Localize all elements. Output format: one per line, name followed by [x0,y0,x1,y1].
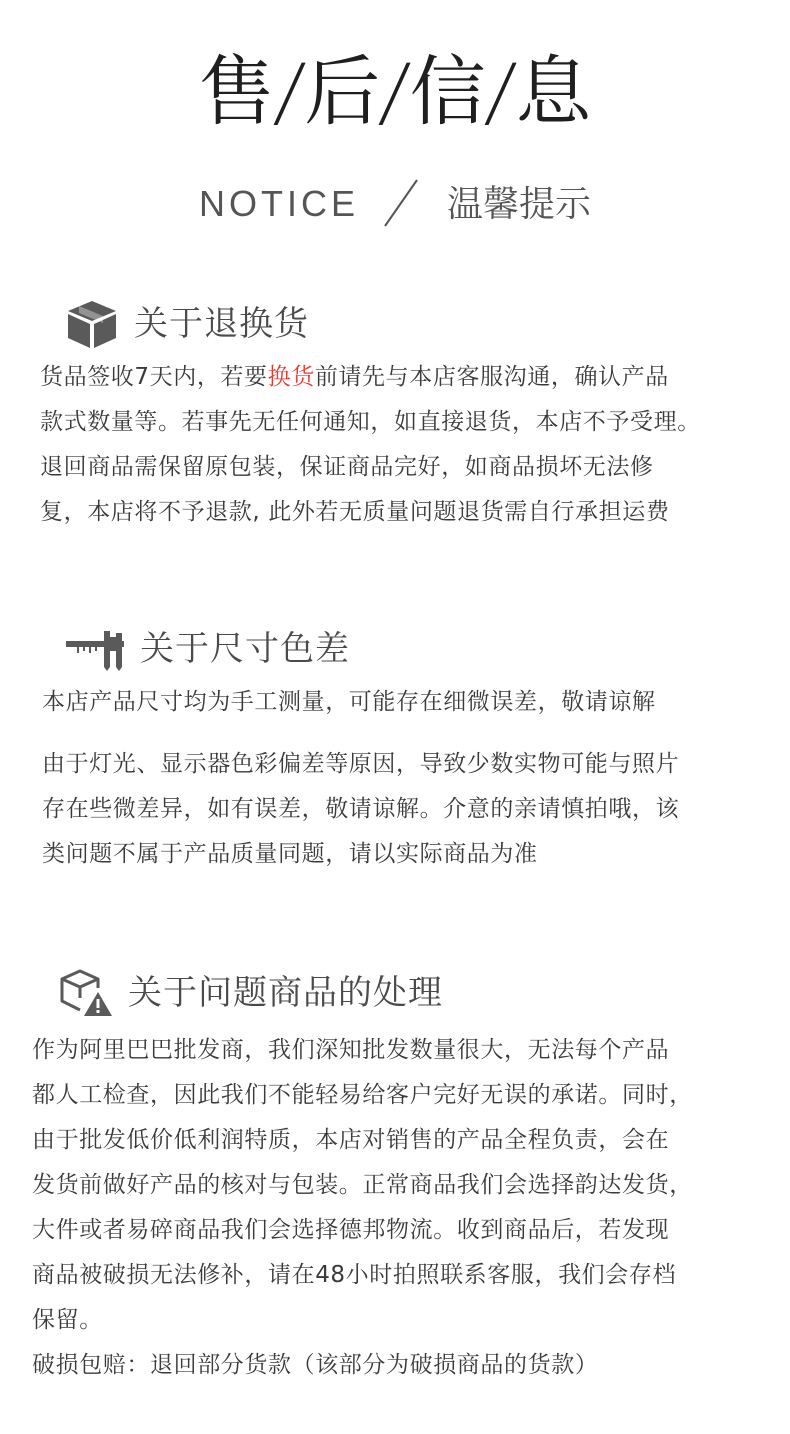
paragraph-line: 复，本店将不予退款, 此外若无质量问题退货需自行承担运费 [40,499,670,525]
paragraph-line: 由于灯光、显示器色彩偏差等原因，导致少数实物可能与照片 [42,751,680,777]
text-span: 前请先与本店客服沟通，确认产品 [314,364,669,390]
title-char: 信 [409,47,486,136]
paragraph-line: 保留。 [32,1307,103,1333]
section-heading-text: 关于尺寸色差 [140,629,350,669]
title-separator: / [270,47,309,136]
section-size-paragraph-1 [42,680,656,725]
section-returns-heading [64,298,309,350]
section-problem-paragraph [32,1028,693,1388]
notice-subtitle [0,178,790,231]
title-separator: / [481,47,520,136]
paragraph-line: 退回商品需保留原包装，保证商品完好，如商品损坏无法修 [40,454,654,480]
paragraph-line: 本店产品尺寸均为手工测量，可能存在细微误差，敬请谅解 [42,689,656,715]
title-char: 息 [515,47,592,136]
notice-cn-label: 温馨提示 [447,184,592,225]
section-heading-text: 关于问题商品的处理 [128,973,443,1013]
paragraph-line: 大件或者易碎商品我们会选择德邦物流。收到商品后，若发现 [32,1217,670,1243]
paragraph-line: 由于批发低价低利润特质，本店对销售的产品全程负责，会在 [32,1127,670,1153]
title-char: 后 [304,47,381,136]
paragraph-line: 作为阿里巴巴批发商，我们深知批发数量很大，无法每个产品 [32,1037,670,1063]
notice-en-label: NOTICE [198,183,359,224]
slash-divider-icon [381,178,421,228]
section-heading-text: 关于退换货 [134,304,309,344]
paragraph-line: 存在些微差异，如有误差，敬请谅解。介意的亲请慎拍哦，该 [42,796,680,822]
paragraph-line: 类问题不属于产品质量同题，请以实际商品为准 [42,841,538,867]
caliper-icon [64,627,128,671]
box-icon [64,298,120,350]
paragraph-line: 破损包赔：退回部分货款（该部分为破损商品的货款） [32,1352,599,1378]
section-size-paragraph-2 [42,742,679,877]
paragraph-line: 都人工检查，因此我们不能轻易给客户完好无误的承诺。同时， [32,1082,693,1108]
paragraph-line: 发货前做好产品的核对与包装。正常商品我们会选择韵达发货， [32,1172,693,1198]
paragraph-line: 款式数量等。若事先无任何通知，如直接退货，本店不予受理。 [40,409,701,435]
section-problem-heading [58,968,443,1018]
paragraph-line: 商品被破损无法修补，请在48小时拍照联系客服，我们会存档 [32,1262,677,1288]
damaged-package-warning-icon [58,968,114,1018]
paragraph-line [40,355,701,400]
text-span: 货品签收7天内，若要 [40,364,268,390]
highlight-exchange-text: 换货 [267,364,315,390]
title-char: 售 [198,47,275,136]
section-size-heading [64,627,350,671]
section-returns-paragraph [40,355,701,535]
title-separator: / [376,47,415,136]
page-title [0,44,790,140]
